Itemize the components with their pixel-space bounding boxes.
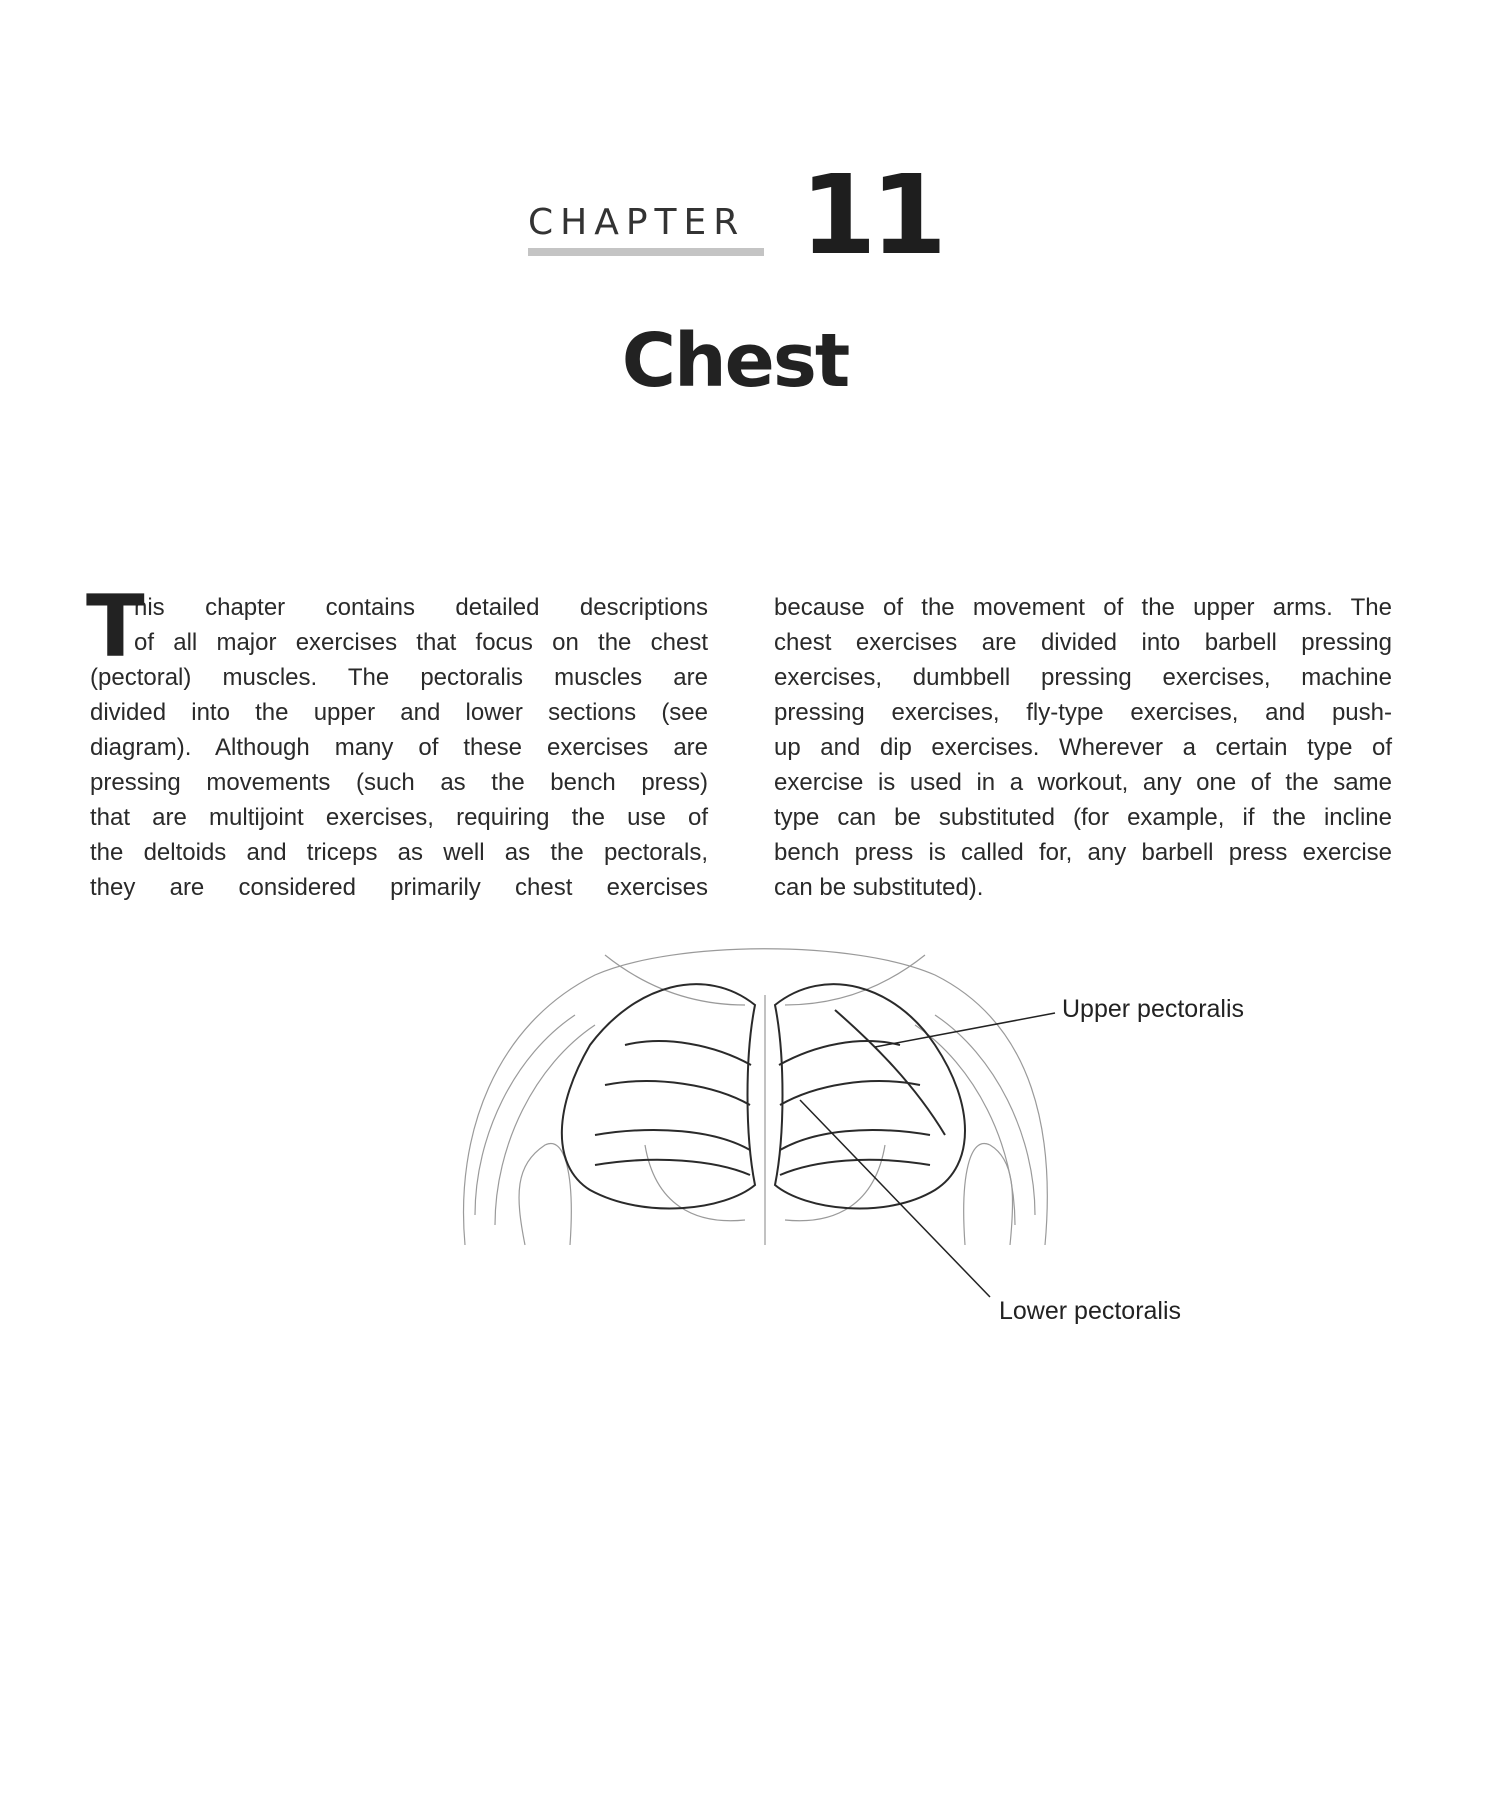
lower-pectoralis-label: Lower pectoralis [999, 1297, 1182, 1325]
body-column-right [774, 590, 1392, 905]
text-line: divided into the upper and lower sections (see [90, 699, 708, 726]
chapter-title: Chest [621, 318, 849, 404]
text-line: they are considered primarily chest exercises [90, 874, 708, 901]
text-line: his chapter contains detailed descriptions [134, 594, 708, 621]
text-line: the deltoids and triceps as well as the pectorals, [90, 839, 708, 866]
text-line: of all major exercises that focus on the chest [134, 629, 708, 656]
text-line: pressing exercises, fly-type exercises, and push- [774, 699, 1392, 726]
chapter-label: CHAPTER [528, 202, 746, 243]
text-line: exercises, dumbbell pressing exercises, machine [774, 664, 1392, 691]
text-line: can be substituted). [774, 874, 984, 901]
drop-cap: T [86, 577, 145, 677]
chapter-underline-bar [528, 248, 764, 256]
text-line: chest exercises are divided into barbell pressing [774, 629, 1392, 656]
text-line: type can be substituted (for example, if the incline [774, 804, 1392, 831]
text-line: because of the movement of the upper arms. The [774, 594, 1392, 621]
upper-pectoralis-leader-line [875, 1013, 1055, 1047]
lower-pectoralis-leader-line [800, 1100, 990, 1297]
text-line: up and dip exercises. Wherever a certain type of [774, 734, 1392, 761]
upper-pectoralis-label: Upper pectoralis [1062, 995, 1245, 1023]
text-line: diagram). Although many of these exercises are [90, 734, 708, 761]
chest-muscle-diagram [455, 935, 1075, 1335]
left-pectoral-outline [562, 984, 755, 1208]
text-line: bench press is called for, any barbell press exercise [774, 839, 1392, 866]
body-column-left [86, 577, 708, 905]
chapter-number: 11 [800, 151, 942, 279]
right-pectoral-outline [775, 984, 965, 1208]
text-line: exercise is used in a workout, any one of the same [774, 769, 1392, 796]
text-line: pressing movements (such as the bench press) [90, 769, 708, 796]
text-line: (pectoral) muscles. The pectoralis muscles are [90, 664, 708, 691]
text-line: that are multijoint exercises, requiring the use of [90, 804, 708, 831]
